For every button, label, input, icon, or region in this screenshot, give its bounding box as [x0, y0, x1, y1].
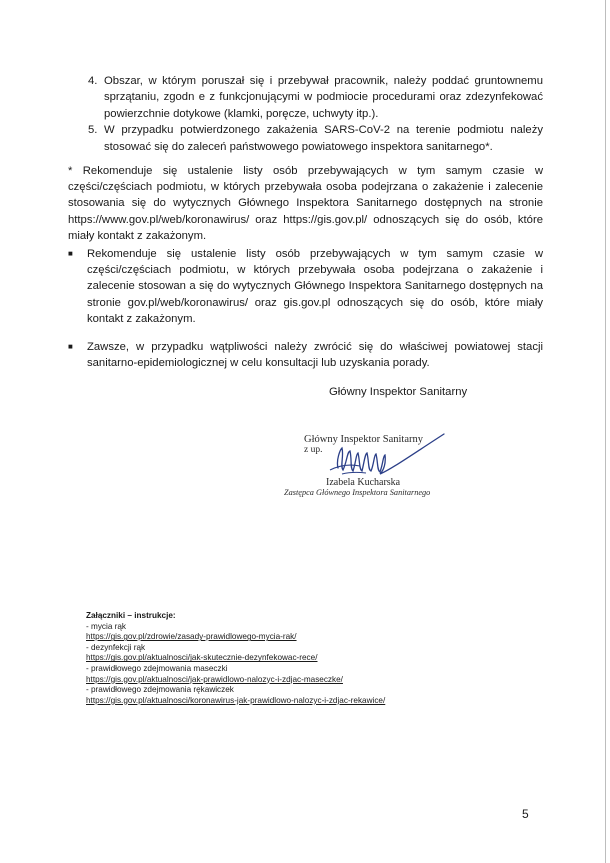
stamp-role: Zastępca Głównego Inspektora Sanitarnego — [284, 488, 431, 497]
attachment-link[interactable]: https://gis.gov.pl/aktualnosci/jak-skutecznie-dezynfekowac-rece/ — [86, 653, 318, 663]
attachment-link[interactable]: https://gis.gov.pl/aktualnosci/jak-prawidlowo-nalozyc-i-zdjac-maseczke/ — [86, 674, 343, 684]
page-number: 5 — [522, 807, 529, 821]
attachment-label: - mycia rąk — [86, 621, 127, 631]
attachment-link[interactable]: https://gis.gov.pl/zdrowie/zasady-prawidlowego-mycia-rak/ — [86, 632, 297, 642]
page-edge-divider — [605, 0, 606, 863]
attachment-label: - prawidłowego zdejmowania rękawiczek — [86, 685, 234, 695]
bullet-list — [68, 246, 543, 383]
attachment-label: - dezynfekcji rąk — [86, 642, 146, 652]
square-bullet-icon: ■ — [68, 342, 73, 352]
stamp-name: Izabela Kucharska — [326, 477, 401, 488]
list-item-text: W przypadku potwierdzonego zakażenia SARS-CoV-2 na terenie podmiotu należy stosować się do zaleceń państwowego powiatowego inspektora sanitarnego*. — [104, 124, 543, 153]
handwritten-signature — [320, 430, 450, 485]
attachment-link[interactable]: https://gis.gov.pl/aktualnosci/koronawirus-jak-prawidlowo-nalozyc-i-zdjac-rekawice/ — [86, 695, 386, 705]
bullet-item — [68, 339, 543, 371]
stamp-title: Główny Inspektor Sanitarny — [304, 434, 423, 445]
list-item-text: Obszar, w którym poruszał się i przebywał pracownik, należy poddać gruntownemu sprzątaniu, zgodn e z funkcjonującymi w podmiocie procedurami oraz zdezynfekować powierzchnie dotykowe (klamki, poręcze, uchwyty itp.). — [104, 75, 543, 120]
square-bullet-icon: ■ — [68, 249, 73, 258]
attachment-label: - prawidłowego zdejmowania maseczki — [86, 663, 228, 673]
stamp-by-authority: z up. — [304, 445, 323, 455]
list-item-number: 4. — [88, 75, 98, 87]
list-item — [88, 73, 543, 122]
attachments-header: Załączniki – instrukcje: — [86, 611, 176, 620]
bullet-item — [68, 246, 543, 327]
signatory-title: Główny Inspektor Sanitarny — [329, 386, 468, 398]
list-item-number: 5. — [88, 124, 98, 137]
footnote-paragraph: * Rekomenduje się ustalenie listy osób przebywających w tym samym czasie w części/częściach podmiotu, w których przebywała osoba podejrzana o zakażenie i zalecenie stosowania się do wytycznych Głównego Inspektora Sanitarnego dostępnych na stronie https://www.gov.pl/web/koronawirus/ oraz https://gis.gov.pl/ odnoszących się do osób, które miały kontakt z zakażonym. — [68, 165, 543, 242]
bullet-text: Zawsze, w przypadku wątpliwości należy zwrócić się do właściwej powiatowej stacji sanitarno-epidemiologicznej w celu konsultacji lub uzyskania porady. — [87, 341, 543, 370]
attachments — [86, 611, 486, 706]
bullet-text: Rekomenduje się ustalenie listy osób przebywających w tym samym czasie w części/częściach podmiotu, w których przebywała osoba podejrzana o zakażenie i zalecenie stosowan a się do wytycznych Głównego Inspektora Sanitarnego dostępnych na stronie gov.pl/web/koronawirus/ oraz gis.gov.pl odnoszących się do osób, które miały kontakt z zakażonym. — [87, 248, 543, 325]
list-item — [88, 122, 543, 155]
numbered-list — [88, 73, 543, 155]
